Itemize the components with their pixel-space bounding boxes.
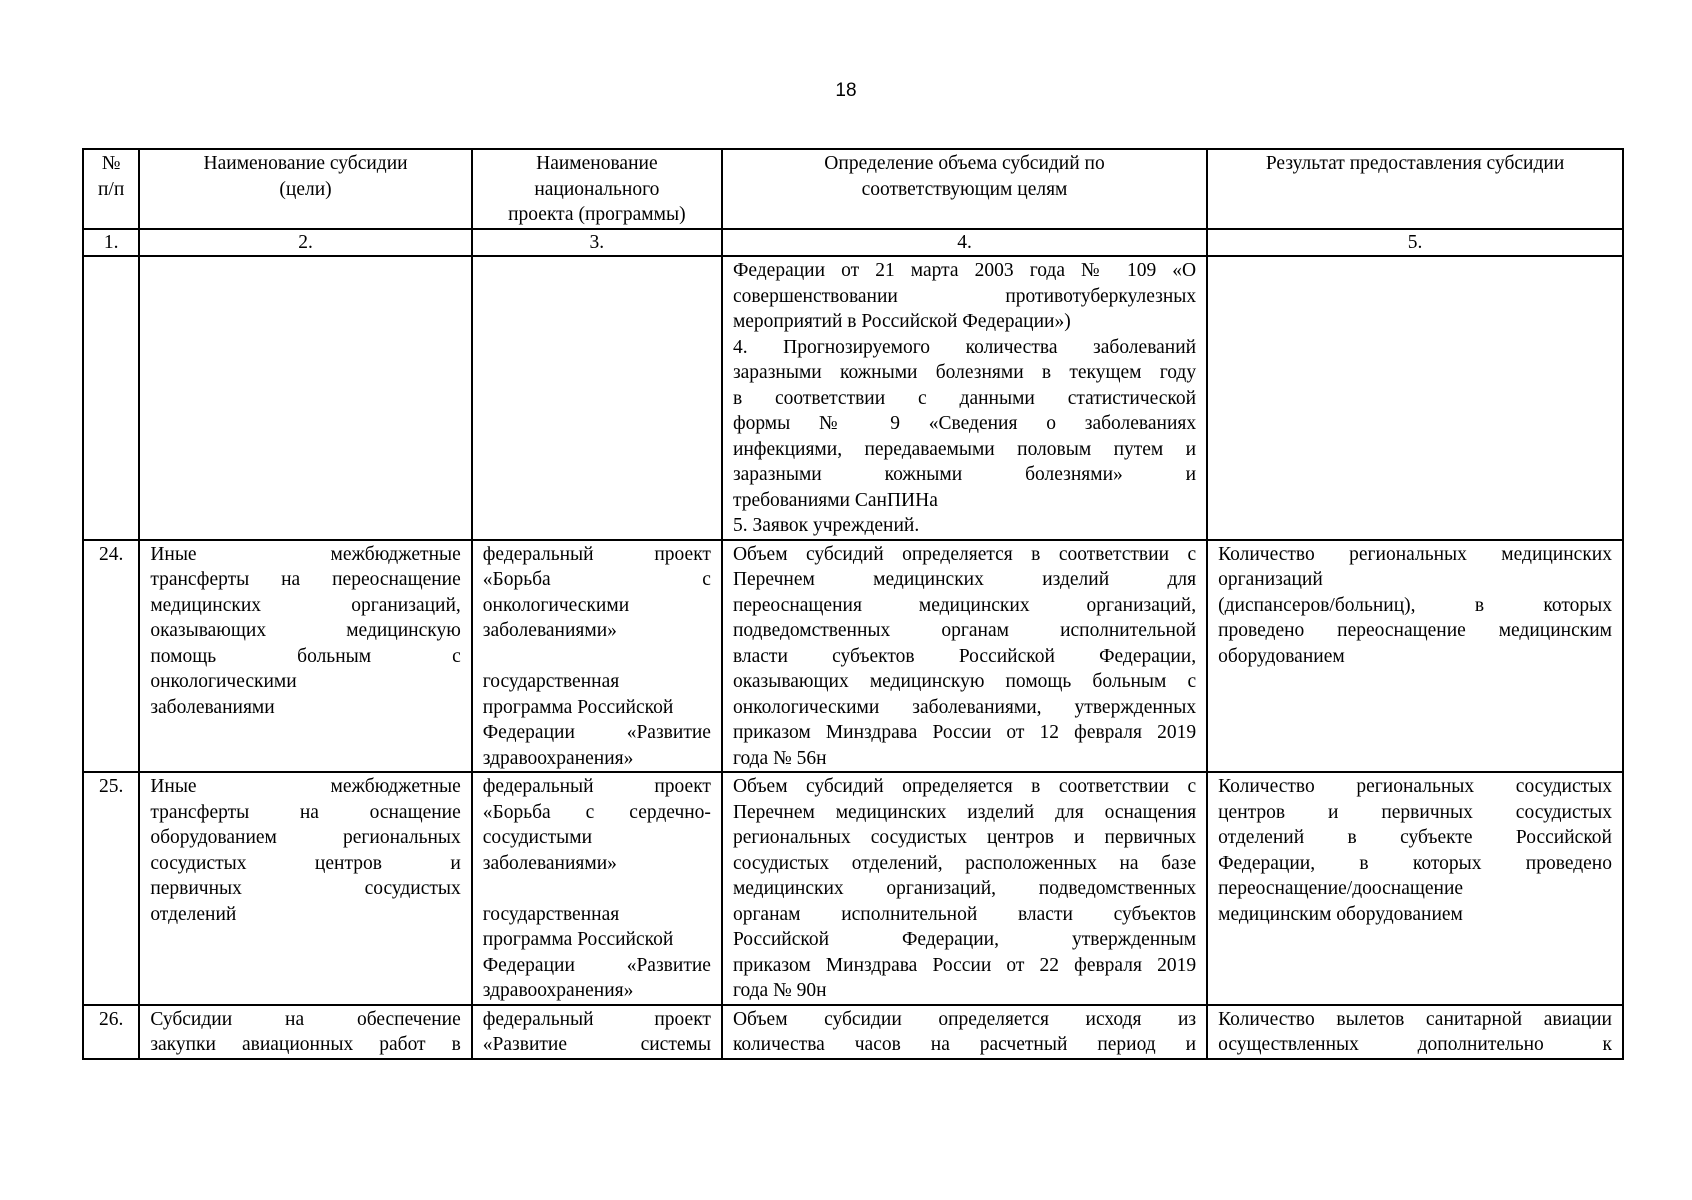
cell-line: количества часов на расчетный период и bbox=[732, 1034, 1197, 1055]
cell-line: подведомственных органам исполнительной bbox=[732, 620, 1197, 641]
cell-line: оказывающих медицинскую bbox=[150, 620, 461, 641]
cell-line: онкологическими bbox=[150, 671, 297, 692]
cell-line: Перечнем медицинских изделий для оснащения bbox=[732, 801, 1197, 823]
volume-definition-cell bbox=[722, 256, 1207, 540]
header-line: (цели) bbox=[279, 178, 332, 200]
result-cell bbox=[1207, 256, 1623, 540]
subsidy-name-cell bbox=[139, 540, 471, 773]
cell-line: государственная bbox=[482, 903, 620, 925]
cell-line: Федерации «Развитие bbox=[482, 722, 711, 743]
header-line: Результат предоставления субсидии bbox=[1265, 153, 1565, 174]
cell-line: медицинских организаций, подведомственных bbox=[732, 878, 1197, 899]
cell-line: заболеваниями» bbox=[482, 852, 617, 874]
cell-line: сосудистых отделений, расположенных на базе bbox=[732, 852, 1197, 874]
cell-line bbox=[483, 876, 711, 902]
national-project-cell bbox=[472, 540, 722, 773]
cell-line: организаций bbox=[1218, 569, 1323, 590]
cell-line: года № 90н bbox=[732, 980, 827, 1001]
subsidy-table bbox=[82, 148, 1624, 1060]
cell-line: федеральный проект bbox=[482, 776, 711, 797]
cell-line: Федерации «Развитие bbox=[482, 954, 711, 976]
cell-line: (диспансеров/больниц), в которых bbox=[1218, 594, 1612, 616]
cell-line: региональных сосудистых центров и первичных bbox=[732, 827, 1197, 848]
cell-line: оборудованием региональных bbox=[150, 827, 461, 848]
cell-line: федеральный проект bbox=[482, 543, 711, 565]
header-national-project bbox=[472, 149, 722, 229]
table-row bbox=[83, 540, 1623, 773]
result-cell bbox=[1207, 772, 1623, 1005]
cell-line: переоснащения медицинских организаций, bbox=[732, 594, 1197, 616]
row-number bbox=[83, 256, 139, 540]
result-cell bbox=[1207, 540, 1623, 773]
cell-line: сосудистыми bbox=[482, 827, 593, 848]
cell-line: онкологическими bbox=[482, 594, 630, 616]
cell-line: 4. Прогнозируемого количества заболеваний bbox=[732, 336, 1197, 358]
cell-line: совершенствовании противотуберкулезных bbox=[732, 285, 1197, 307]
cell-line: центров и первичных сосудистых bbox=[1218, 801, 1612, 823]
cell-line: «Развитие системы bbox=[482, 1034, 711, 1055]
cell-line: Российской Федерации, утвержденным bbox=[732, 929, 1197, 950]
subsidy-name-cell bbox=[139, 256, 471, 540]
cell-line: онкологическими заболеваниями, утвержденных bbox=[732, 696, 1197, 718]
cell-line: инфекциями, передаваемыми половым путем и bbox=[732, 438, 1197, 460]
cell-line: заразными кожными болезнями в текущем году bbox=[732, 362, 1197, 383]
header-volume-definition bbox=[722, 149, 1207, 229]
cell-line: Федерации от 21 марта 2003 года № 109 «О bbox=[732, 260, 1197, 281]
cell-line: федеральный проект bbox=[482, 1008, 711, 1030]
cell-line: Количество вылетов санитарной авиации bbox=[1218, 1008, 1612, 1030]
cell-line: власти субъектов Российской Федерации, bbox=[732, 645, 1197, 667]
cell-line: сосудистых центров и bbox=[150, 852, 461, 874]
cell-line: Объем субсидии определяется исходя из bbox=[732, 1008, 1197, 1030]
table-header-row bbox=[83, 149, 1623, 229]
cell-line: Объем субсидий определяется в соответствии с bbox=[732, 776, 1197, 797]
cell-line: органам исполнительной власти субъектов bbox=[732, 903, 1197, 925]
cell-line bbox=[483, 644, 711, 670]
table-row bbox=[83, 256, 1623, 540]
cell-line: государственная bbox=[482, 671, 620, 692]
cell-line: Иные межбюджетные bbox=[150, 776, 461, 797]
cell-line: Количество региональных сосудистых bbox=[1218, 776, 1612, 797]
header-line: Наименование субсидии bbox=[203, 153, 408, 174]
header-line: национального bbox=[534, 178, 660, 200]
volume-definition-cell bbox=[722, 772, 1207, 1005]
cell-line: программа Российской bbox=[482, 929, 674, 950]
cell-line: здравоохранения» bbox=[482, 747, 634, 769]
cell-line: Перечнем медицинских изделий для bbox=[732, 569, 1197, 590]
header-line: Наименование bbox=[536, 153, 658, 174]
cell-line: Иные межбюджетные bbox=[150, 543, 461, 565]
column-index-row bbox=[83, 229, 1623, 257]
column-index: 3. bbox=[472, 229, 722, 257]
cell-line: закупки авиационных работ в bbox=[150, 1034, 461, 1055]
header-number bbox=[83, 149, 139, 229]
cell-line: Субсидии на обеспечение bbox=[150, 1008, 461, 1030]
header-result bbox=[1207, 149, 1623, 229]
cell-line: отделений bbox=[150, 903, 237, 925]
page-number: 18 bbox=[835, 80, 857, 101]
cell-line: помощь больным с bbox=[150, 645, 461, 667]
cell-line: программа Российской bbox=[482, 696, 674, 718]
cell-line: здравоохранения» bbox=[482, 980, 634, 1001]
cell-line: оказывающих медицинскую помощь больным с bbox=[732, 671, 1197, 692]
header-line: соответствующим целям bbox=[861, 178, 1068, 200]
subsidy-name-cell bbox=[139, 1005, 471, 1059]
column-index: 4. bbox=[722, 229, 1207, 257]
header-line: № bbox=[101, 153, 121, 174]
header-line: Определение объема субсидий по bbox=[824, 153, 1105, 174]
national-project-cell bbox=[472, 256, 722, 540]
national-project-cell bbox=[472, 772, 722, 1005]
cell-line: заболеваниями bbox=[150, 696, 275, 718]
header-subsidy-name bbox=[139, 149, 471, 229]
cell-line: медицинским оборудованием bbox=[1218, 903, 1463, 925]
cell-line: первичных сосудистых bbox=[150, 878, 461, 899]
cell-line: года № 56н bbox=[732, 747, 827, 769]
table-row bbox=[83, 772, 1623, 1005]
cell-line: требованиями СанПИНа bbox=[732, 489, 938, 511]
cell-line: заразными кожными болезнями» и bbox=[732, 464, 1197, 485]
volume-definition-cell bbox=[722, 540, 1207, 773]
cell-line: 5. Заявок учреждений. bbox=[732, 515, 920, 536]
cell-line: формы № 9 «Сведения о заболеваниях bbox=[732, 413, 1197, 434]
cell-line: мероприятий в Российской Федерации») bbox=[732, 311, 1071, 332]
cell-line: «Борьба с сердечно- bbox=[482, 801, 711, 823]
table-row bbox=[83, 1005, 1623, 1059]
cell-line: приказом Минздрава России от 12 февраля 2019 bbox=[732, 722, 1197, 743]
cell-line: Федерации, в которых проведено bbox=[1218, 852, 1612, 874]
header-line: проекта (программы) bbox=[508, 204, 686, 225]
cell-line: переоснащение/дооснащение bbox=[1218, 878, 1464, 899]
cell-line: Количество региональных медицинских bbox=[1218, 543, 1612, 565]
header-line: п/п bbox=[98, 178, 125, 200]
cell-line: «Борьба с bbox=[482, 569, 711, 590]
national-project-cell bbox=[472, 1005, 722, 1059]
cell-line: заболеваниями» bbox=[482, 620, 617, 641]
cell-line: в соответствии с данными статистической bbox=[732, 387, 1197, 409]
cell-line: трансферты на оснащение bbox=[150, 801, 461, 823]
cell-line: осуществленных дополнительно к bbox=[1218, 1034, 1612, 1055]
cell-line: отделений в субъекте Российской bbox=[1218, 827, 1612, 848]
row-number: 24. bbox=[83, 540, 139, 773]
subsidy-name-cell bbox=[139, 772, 471, 1005]
row-number: 26. bbox=[83, 1005, 139, 1059]
column-index: 5. bbox=[1207, 229, 1623, 257]
cell-line: приказом Минздрава России от 22 февраля 2019 bbox=[732, 954, 1197, 976]
cell-line: трансферты на переоснащение bbox=[150, 569, 461, 590]
cell-line: медицинских организаций, bbox=[150, 594, 461, 616]
column-index: 1. bbox=[83, 229, 139, 257]
volume-definition-cell bbox=[722, 1005, 1207, 1059]
column-index: 2. bbox=[139, 229, 471, 257]
cell-line: оборудованием bbox=[1218, 645, 1345, 667]
cell-line: Объем субсидий определяется в соответствии с bbox=[732, 543, 1197, 565]
cell-line: проведено переоснащение медицинским bbox=[1218, 620, 1612, 641]
row-number: 25. bbox=[83, 772, 139, 1005]
result-cell bbox=[1207, 1005, 1623, 1059]
